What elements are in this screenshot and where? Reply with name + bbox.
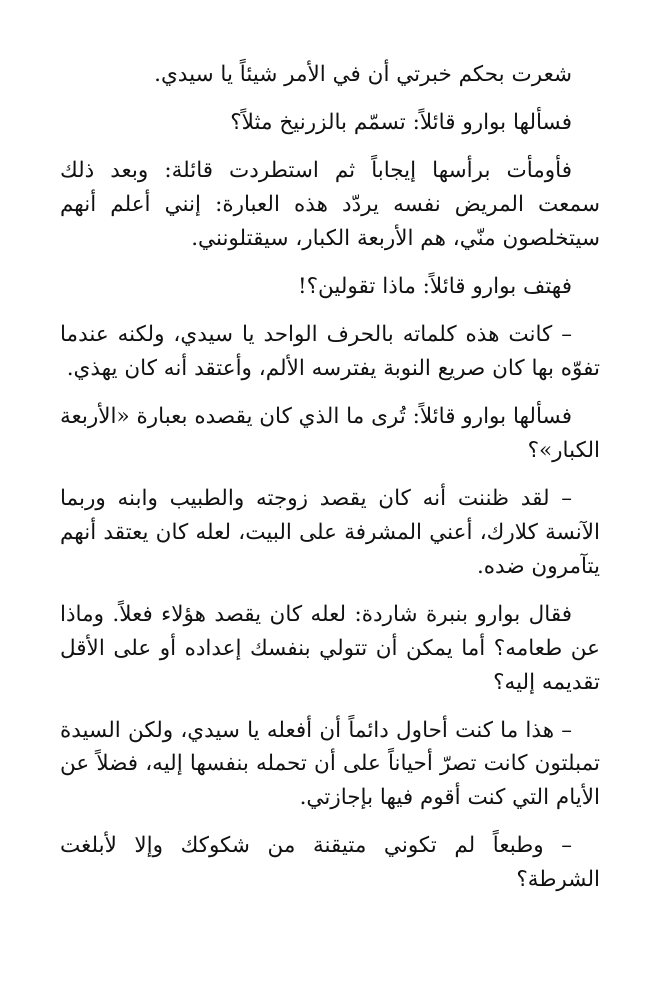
paragraph-4: فهتف بوارو قائلاً: ماذا تقولين؟!: [297, 273, 572, 299]
paragraph-3: فأومأت برأسها إيجاباً ثم استطردت قائلة: وبعد ذلك سمعت المريض نفسه يردّد هذه العبارة: إنني أعلم أنهم سيتخلصون منّي، هم الأربعة الكبار، سيقتلونني.: [60, 157, 600, 251]
paragraph-10: – وطبعاً لم تكوني متيقنة من شكوكك وإلا لأبلغت الشرطة؟: [60, 833, 600, 893]
paragraph-5: – كانت هذه كلماته بالحرف الواحد يا سيدي، ولكنه عندما تفوّه بها كان صريع النوبة يفترسه الألم، وأعتقد أنه كان يهذي.: [60, 321, 600, 381]
book-page: [60, 58, 600, 911]
paragraph-2: فسألها بوارو قائلاً: تسمّم بالزرنيخ مثلاً؟: [230, 109, 572, 135]
paragraph-9: – هذا ما كنت أحاول دائماً أن أفعله يا سيدي، ولكن السيدة تمبلتون كانت تصرّ أحياناً على أن تحمله بنفسها إليه، فضلاً عن الأيام التي كنت أقوم فيها بإجازتي.: [60, 717, 600, 811]
paragraph-7: – لقد ظننت أنه كان يقصد زوجته والطبيب وابنه وربما الآنسة كلارك، أعني المشرفة على البيت، لعله كان يعتقد أنهم يتآمرون ضده.: [60, 485, 600, 579]
paragraph-8: فقال بوارو بنبرة شاردة: لعله كان يقصد هؤلاء فعلاً. وماذا عن طعامه؟ أما يمكن أن تتولي بنفسك إعداده أو على الأقل تقديمه إليه؟: [60, 601, 600, 695]
paragraph-6: فسألها بوارو قائلاً: تُرى ما الذي كان يقصده بعبارة «الأربعة الكبار»؟: [60, 403, 600, 463]
paragraph-1: شعرت بحكم خبرتي أن في الأمر شيئاً يا سيدي.: [154, 62, 572, 87]
